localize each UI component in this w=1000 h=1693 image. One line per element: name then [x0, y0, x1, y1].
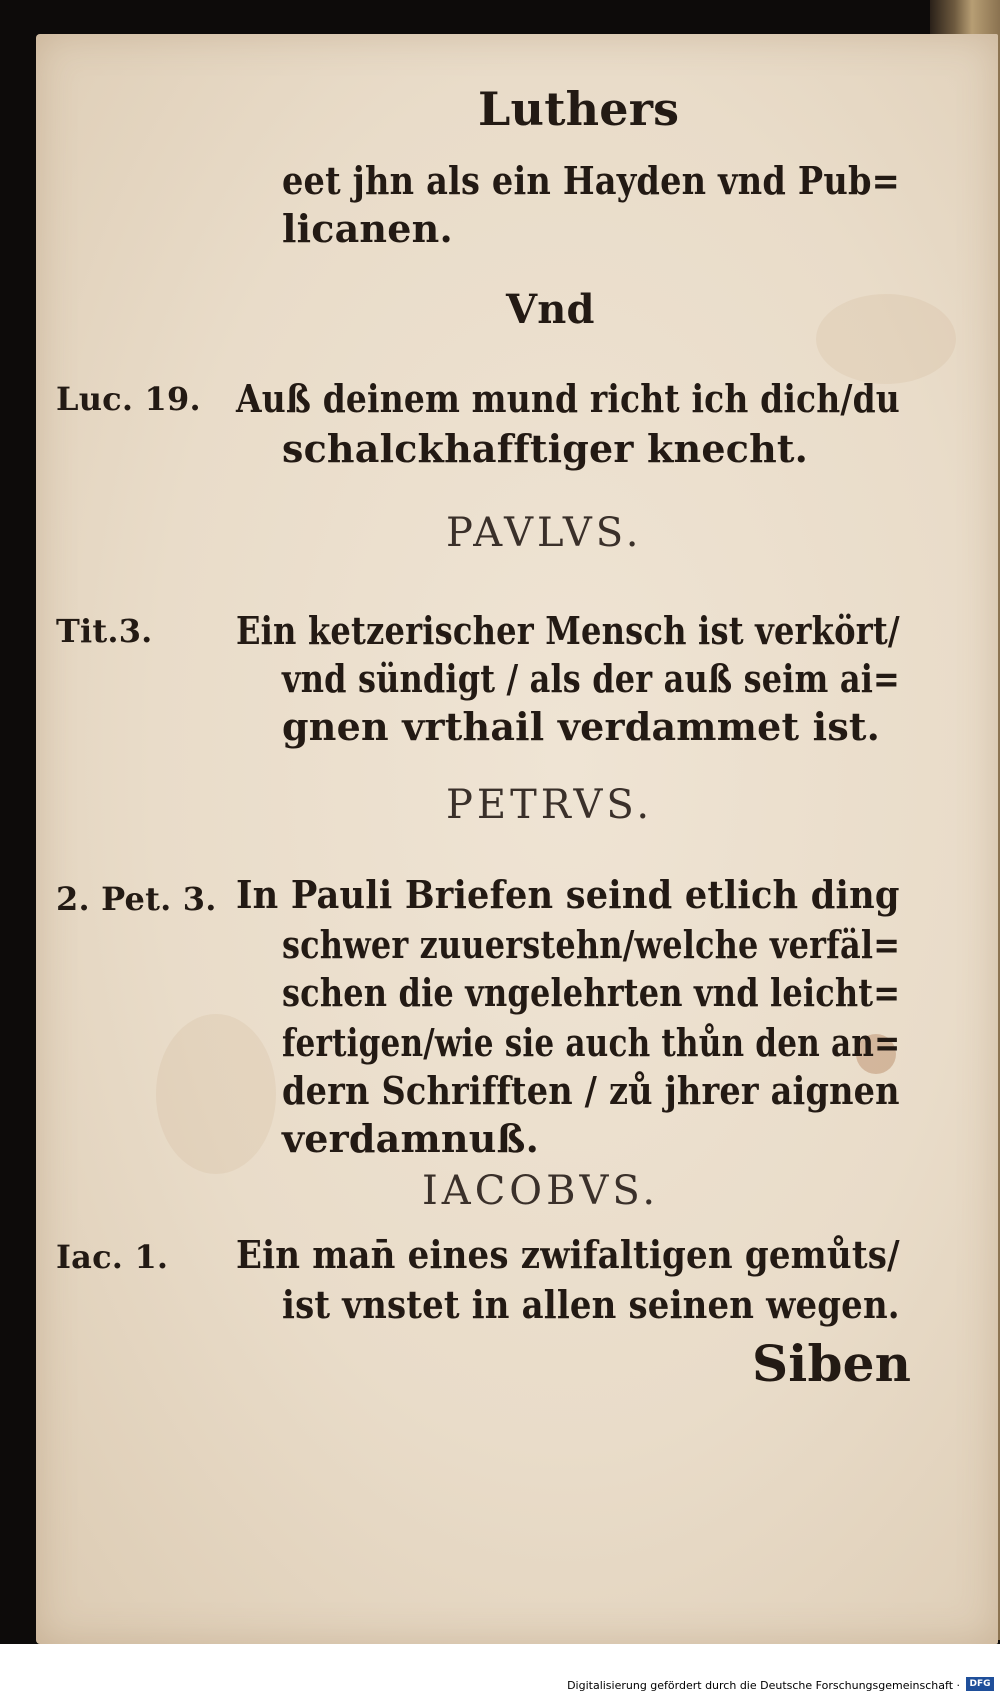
text-line: verdamnuß. [282, 1116, 540, 1161]
text-line: schwer zuuerstehn/welche verfäl= [282, 922, 901, 967]
text-line: eet jhn als ein Hayden vnd Pub= [282, 158, 900, 203]
dfg-logo: DFG [966, 1677, 994, 1691]
text-line: Auß deinem mund richt ich dich/du [236, 376, 900, 421]
margin-reference: Luc. 19. [56, 380, 201, 418]
margin-reference: Iac. 1. [56, 1238, 169, 1276]
text-line: schalckhafftiger knecht. [282, 426, 809, 471]
margin-reference: 2. Pet. 3. [56, 880, 217, 918]
text-line: dern Schrifften / zů jhrer aignen [282, 1068, 900, 1113]
margin-reference: Tit.3. [56, 612, 153, 650]
paper-stain [816, 294, 956, 384]
section-heading: PAVLVS. [446, 510, 643, 556]
text-line: vnd sündigt / als der auß seim ai= [282, 656, 900, 701]
text-line: gnen vrthail verdammet ist. [282, 704, 881, 749]
text-line: schen die vngelehrten vnd leicht= [282, 970, 901, 1015]
section-heading: Vnd [506, 286, 595, 333]
paper-stain [156, 1014, 276, 1174]
section-heading: IACOBVS. [422, 1168, 660, 1214]
text-line: In Pauli Briefen seind etlich ding [236, 872, 900, 917]
catchword: Siben [752, 1334, 912, 1393]
book-page [36, 34, 998, 1644]
footer-credit: Digitalisierung gefördert durch die Deutsche Forschungsgemeinschaft · [567, 1679, 960, 1692]
running-header: Luthers [478, 82, 680, 136]
text-line: Ein ketzerischer Mensch ist verkört/ [236, 608, 900, 653]
text-line: licanen. [282, 206, 453, 251]
section-heading: PETRVS. [446, 782, 654, 828]
text-line: Ein man̄ eines zwifaltigen gemůts/ [236, 1232, 900, 1277]
text-line: ist vnstet in allen seinen wegen. [282, 1282, 900, 1327]
text-line: fertigen/wie sie auch thůn den an= [282, 1020, 901, 1065]
